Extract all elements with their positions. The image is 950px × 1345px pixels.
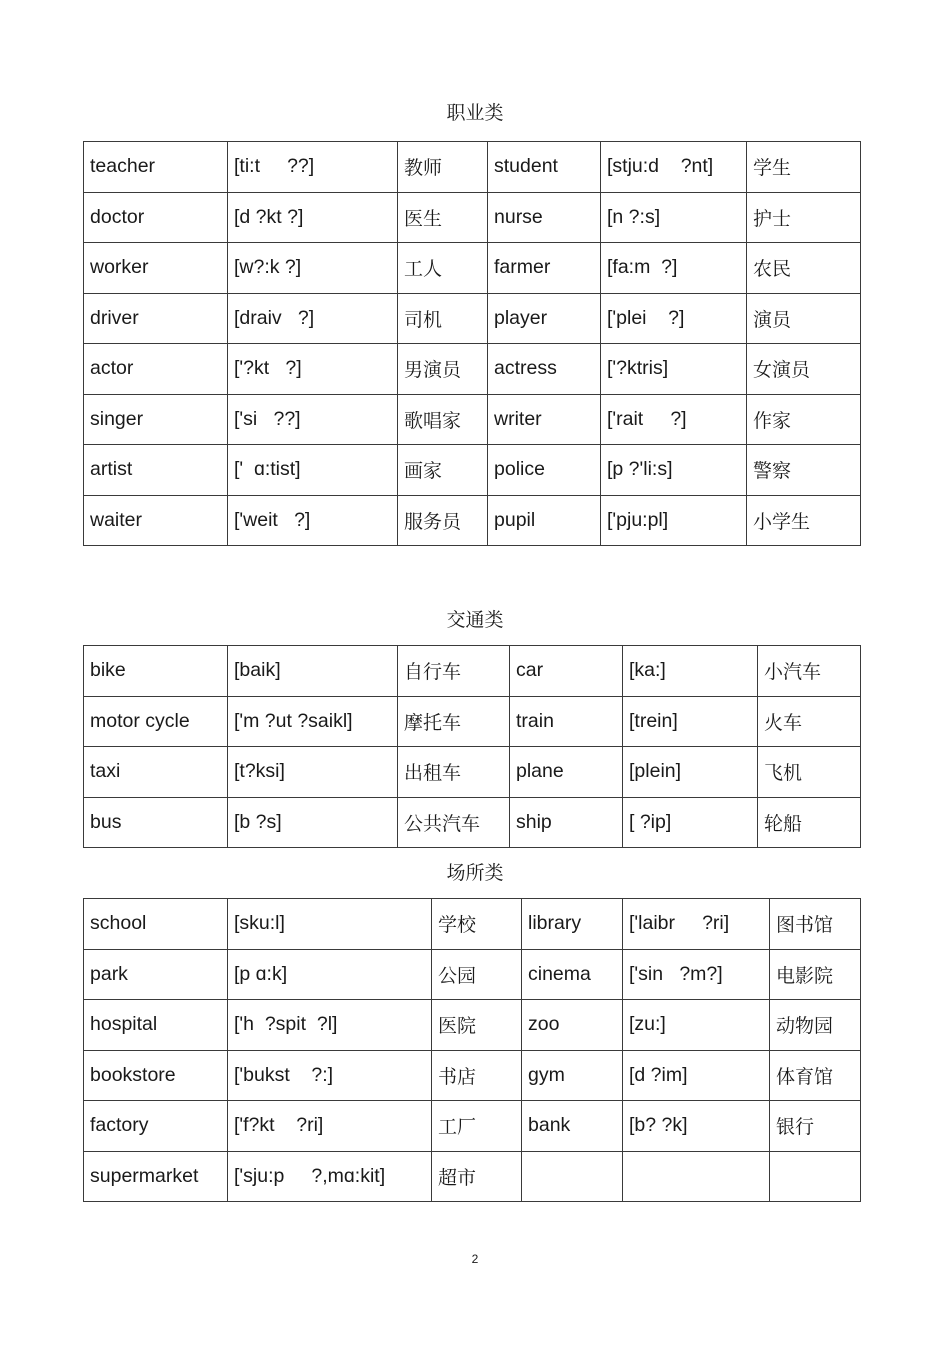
english-word-cell: bus	[84, 797, 228, 848]
vocab-table-transport	[83, 645, 861, 848]
chinese-meaning-cell: 男演员	[398, 344, 488, 395]
phonetic-cell: ['sin ?m?]	[623, 949, 770, 1000]
phonetic-cell: [draiv ?]	[228, 293, 398, 344]
english-word-cell: plane	[510, 747, 623, 798]
chinese-meaning-cell: 出租车	[398, 747, 510, 798]
english-word-cell: cinema	[522, 949, 623, 1000]
phonetic-cell	[623, 1151, 770, 1202]
english-word-cell: school	[84, 899, 228, 950]
chinese-meaning-cell: 歌唱家	[398, 394, 488, 445]
english-word-cell: zoo	[522, 1000, 623, 1051]
english-word-cell: police	[488, 445, 601, 496]
phonetic-cell: [t?ksi]	[228, 747, 398, 798]
phonetic-cell: ['si ??]	[228, 394, 398, 445]
english-word-cell: writer	[488, 394, 601, 445]
english-word-cell: bookstore	[84, 1050, 228, 1101]
table-row	[84, 142, 861, 193]
phonetic-cell: [p ?'li:s]	[601, 445, 747, 496]
phonetic-cell: [fa:m ?]	[601, 243, 747, 294]
english-word-cell: waiter	[84, 495, 228, 546]
chinese-meaning-cell: 银行	[770, 1101, 861, 1152]
english-word-cell: farmer	[488, 243, 601, 294]
phonetic-cell: ['bukst ?:]	[228, 1050, 432, 1101]
chinese-meaning-cell: 教师	[398, 142, 488, 193]
chinese-meaning-cell: 动物园	[770, 1000, 861, 1051]
english-word-cell: train	[510, 696, 623, 747]
vocab-table-occupations	[83, 141, 861, 546]
english-word-cell	[522, 1151, 623, 1202]
page-number: 2	[471, 1252, 479, 1266]
english-word-cell: bike	[84, 646, 228, 697]
chinese-meaning-cell: 飞机	[758, 747, 861, 798]
english-word-cell: artist	[84, 445, 228, 496]
english-word-cell: gym	[522, 1050, 623, 1101]
phonetic-cell: ['m ?ut ?saikl]	[228, 696, 398, 747]
phonetic-cell: [baik]	[228, 646, 398, 697]
phonetic-cell: ['pju:pl]	[601, 495, 747, 546]
chinese-meaning-cell: 司机	[398, 293, 488, 344]
english-word-cell: pupil	[488, 495, 601, 546]
table-row	[84, 243, 861, 294]
table-row	[84, 445, 861, 496]
chinese-meaning-cell: 工人	[398, 243, 488, 294]
chinese-meaning-cell: 摩托车	[398, 696, 510, 747]
english-word-cell: taxi	[84, 747, 228, 798]
phonetic-cell: ['?kt ?]	[228, 344, 398, 395]
chinese-meaning-cell: 医院	[432, 1000, 522, 1051]
phonetic-cell: ['laibr ?ri]	[623, 899, 770, 950]
phonetic-cell: [p ɑ:k]	[228, 949, 432, 1000]
chinese-meaning-cell: 警察	[747, 445, 861, 496]
chinese-meaning-cell: 自行车	[398, 646, 510, 697]
chinese-meaning-cell: 画家	[398, 445, 488, 496]
phonetic-cell: ['weit ?]	[228, 495, 398, 546]
table-row	[84, 394, 861, 445]
phonetic-cell: ['h ?spit ?l]	[228, 1000, 432, 1051]
english-word-cell: singer	[84, 394, 228, 445]
table-row	[84, 1101, 861, 1152]
english-word-cell: car	[510, 646, 623, 697]
phonetic-cell: [n ?:s]	[601, 192, 747, 243]
english-word-cell: actress	[488, 344, 601, 395]
section-title-places: 场所类	[446, 862, 504, 884]
phonetic-cell: [b? ?k]	[623, 1101, 770, 1152]
english-word-cell: supermarket	[84, 1151, 228, 1202]
phonetic-cell: [ti:t ??]	[228, 142, 398, 193]
chinese-meaning-cell: 工厂	[432, 1101, 522, 1152]
phonetic-cell: [' ɑ:tist]	[228, 445, 398, 496]
english-word-cell: actor	[84, 344, 228, 395]
chinese-meaning-cell: 电影院	[770, 949, 861, 1000]
chinese-meaning-cell: 图书馆	[770, 899, 861, 950]
chinese-meaning-cell: 体育馆	[770, 1050, 861, 1101]
chinese-meaning-cell: 超市	[432, 1151, 522, 1202]
chinese-meaning-cell: 火车	[758, 696, 861, 747]
chinese-meaning-cell: 轮船	[758, 797, 861, 848]
english-word-cell: nurse	[488, 192, 601, 243]
phonetic-cell: [d ?im]	[623, 1050, 770, 1101]
phonetic-cell: [ka:]	[623, 646, 758, 697]
chinese-meaning-cell: 学生	[747, 142, 861, 193]
chinese-meaning-cell: 书店	[432, 1050, 522, 1101]
chinese-meaning-cell: 公共汽车	[398, 797, 510, 848]
table-row	[84, 646, 861, 697]
table-row	[84, 192, 861, 243]
english-word-cell: doctor	[84, 192, 228, 243]
table-row	[84, 293, 861, 344]
english-word-cell: teacher	[84, 142, 228, 193]
table-row	[84, 1151, 861, 1202]
table-row	[84, 1000, 861, 1051]
chinese-meaning-cell: 女演员	[747, 344, 861, 395]
english-word-cell: library	[522, 899, 623, 950]
phonetic-cell: ['plei ?]	[601, 293, 747, 344]
phonetic-cell: ['f?kt ?ri]	[228, 1101, 432, 1152]
table-row	[84, 797, 861, 848]
phonetic-cell: ['?ktris]	[601, 344, 747, 395]
section-title-occupations: 职业类	[446, 102, 504, 124]
phonetic-cell: [ ?ip]	[623, 797, 758, 848]
chinese-meaning-cell: 小学生	[747, 495, 861, 546]
english-word-cell: driver	[84, 293, 228, 344]
table-row	[84, 949, 861, 1000]
english-word-cell: park	[84, 949, 228, 1000]
chinese-meaning-cell: 农民	[747, 243, 861, 294]
chinese-meaning-cell: 学校	[432, 899, 522, 950]
phonetic-cell: [b ?s]	[228, 797, 398, 848]
table-row	[84, 1050, 861, 1101]
chinese-meaning-cell: 小汽车	[758, 646, 861, 697]
chinese-meaning-cell: 护士	[747, 192, 861, 243]
english-word-cell: ship	[510, 797, 623, 848]
phonetic-cell: [sku:l]	[228, 899, 432, 950]
chinese-meaning-cell: 医生	[398, 192, 488, 243]
phonetic-cell: [zu:]	[623, 1000, 770, 1051]
phonetic-cell: ['rait ?]	[601, 394, 747, 445]
english-word-cell: worker	[84, 243, 228, 294]
chinese-meaning-cell: 演员	[747, 293, 861, 344]
english-word-cell: student	[488, 142, 601, 193]
table-row	[84, 747, 861, 798]
table-row	[84, 495, 861, 546]
vocab-table-places	[83, 898, 861, 1202]
phonetic-cell: ['sju:p ?,mɑ:kit]	[228, 1151, 432, 1202]
phonetic-cell: [plein]	[623, 747, 758, 798]
table-row	[84, 899, 861, 950]
table-row	[84, 696, 861, 747]
phonetic-cell: [stju:d ?nt]	[601, 142, 747, 193]
phonetic-cell: [trein]	[623, 696, 758, 747]
chinese-meaning-cell	[770, 1151, 861, 1202]
english-word-cell: motor cycle	[84, 696, 228, 747]
english-word-cell: bank	[522, 1101, 623, 1152]
english-word-cell: factory	[84, 1101, 228, 1152]
chinese-meaning-cell: 服务员	[398, 495, 488, 546]
english-word-cell: hospital	[84, 1000, 228, 1051]
section-title-transport: 交通类	[446, 609, 504, 631]
table-row	[84, 344, 861, 395]
chinese-meaning-cell: 公园	[432, 949, 522, 1000]
phonetic-cell: [d ?kt ?]	[228, 192, 398, 243]
phonetic-cell: [w?:k ?]	[228, 243, 398, 294]
english-word-cell: player	[488, 293, 601, 344]
chinese-meaning-cell: 作家	[747, 394, 861, 445]
